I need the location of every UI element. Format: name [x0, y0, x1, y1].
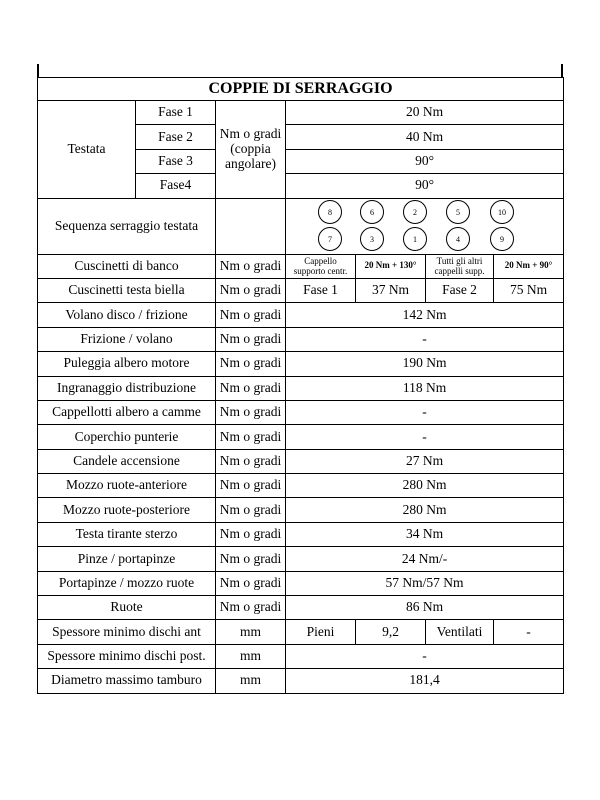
testata-phase-4: Fase4 [136, 174, 216, 198]
row-value: 280 Nm [286, 474, 564, 498]
table-row [38, 498, 564, 522]
table-row [38, 669, 564, 693]
row-unit: Nm o gradi [216, 400, 286, 424]
banco-col4: 20 Nm + 90° [494, 254, 564, 278]
row-unit: Nm o gradi [216, 474, 286, 498]
table-row [38, 303, 564, 327]
dischi-post-unit: mm [216, 644, 286, 668]
testata-unit: Nm o gradi (coppia angolare) [216, 101, 286, 199]
row-label: Puleggia albero motore [38, 352, 216, 376]
table-title: COPPIE DI SERRAGGIO [38, 78, 564, 101]
row-label: Cappellotti albero a camme [38, 400, 216, 424]
table-row [38, 254, 564, 278]
row-unit: Nm o gradi [216, 449, 286, 473]
banco-col1: Cappello supporto centr. [286, 254, 356, 278]
biella-unit: Nm o gradi [216, 278, 286, 302]
dischi-post-label: Spessore minimo dischi post. [38, 644, 216, 668]
table-row [38, 425, 564, 449]
row-value: - [286, 400, 564, 424]
tamburo-label: Diametro massimo tamburo [38, 669, 216, 693]
bolt-number: 10 [497, 208, 506, 218]
table-row [38, 644, 564, 668]
table-row [38, 101, 564, 125]
table-row [38, 571, 564, 595]
page-edge-left [37, 64, 39, 78]
row-value: 280 Nm [286, 498, 564, 522]
torque-table [37, 77, 564, 694]
sequenza-diagram-cell [286, 198, 564, 254]
row-unit: Nm o gradi [216, 303, 286, 327]
row-label: Ingranaggio distribuzione [38, 376, 216, 400]
sequenza-label: Sequenza serraggio testata [38, 198, 216, 254]
bolt-sequence-diagram [290, 199, 560, 253]
banco-col2: 20 Nm + 130° [356, 254, 426, 278]
bolt-number: 9 [499, 235, 504, 245]
testata-value-4: 90° [286, 174, 564, 198]
dischi-ant-col2: 9,2 [356, 620, 426, 644]
table-row [38, 547, 564, 571]
testata-value-1: 20 Nm [286, 101, 564, 125]
row-unit: Nm o gradi [216, 425, 286, 449]
bolt-number: 6 [369, 208, 374, 218]
row-unit: Nm o gradi [216, 327, 286, 351]
testata-phase-3: Fase 3 [136, 149, 216, 173]
dischi-ant-col3: Ventilati [426, 620, 494, 644]
bolt-bottom-row [318, 228, 513, 251]
row-value: 27 Nm [286, 449, 564, 473]
dischi-ant-col4: - [494, 620, 564, 644]
banco-unit: Nm o gradi [216, 254, 286, 278]
table-row [38, 522, 564, 546]
table-row [38, 327, 564, 351]
row-value: - [286, 425, 564, 449]
table-row [38, 352, 564, 376]
tamburo-unit: mm [216, 669, 286, 693]
row-unit: Nm o gradi [216, 522, 286, 546]
testata-label: Testata [38, 101, 136, 199]
row-label: Portapinze / mozzo ruote [38, 571, 216, 595]
dischi-ant-label: Spessore minimo dischi ant [38, 620, 216, 644]
row-label: Testa tirante sterzo [38, 522, 216, 546]
biella-col2: 37 Nm [356, 278, 426, 302]
row-label: Pinze / portapinze [38, 547, 216, 571]
bolt-number: 4 [455, 235, 460, 245]
row-unit: Nm o gradi [216, 547, 286, 571]
banco-label: Cuscinetti di banco [38, 254, 216, 278]
row-unit: Nm o gradi [216, 498, 286, 522]
row-label: Candele accensione [38, 449, 216, 473]
sequenza-unit-empty [216, 198, 286, 254]
table-row [38, 596, 564, 620]
biella-col3: Fase 2 [426, 278, 494, 302]
bolt-number: 5 [455, 208, 460, 218]
row-value: 86 Nm [286, 596, 564, 620]
bolt-top-row [318, 201, 513, 224]
table-row [38, 278, 564, 302]
row-unit: Nm o gradi [216, 352, 286, 376]
row-value: 34 Nm [286, 522, 564, 546]
banco-col3: Tutti gli altri cappelli supp. [426, 254, 494, 278]
dischi-ant-unit: mm [216, 620, 286, 644]
dischi-ant-col1: Pieni [286, 620, 356, 644]
table-row [38, 449, 564, 473]
table-row [38, 474, 564, 498]
biella-col1: Fase 1 [286, 278, 356, 302]
row-label: Frizione / volano [38, 327, 216, 351]
row-value: 190 Nm [286, 352, 564, 376]
row-label: Coperchio punterie [38, 425, 216, 449]
row-label: Ruote [38, 596, 216, 620]
row-value: - [286, 327, 564, 351]
testata-value-3: 90° [286, 149, 564, 173]
table-row [38, 400, 564, 424]
biella-col4: 75 Nm [494, 278, 564, 302]
row-value: 118 Nm [286, 376, 564, 400]
testata-phase-1: Fase 1 [136, 101, 216, 125]
tamburo-value: 181,4 [286, 669, 564, 693]
row-unit: Nm o gradi [216, 571, 286, 595]
bolt-number: 1 [412, 235, 417, 245]
bolt-number: 7 [327, 235, 332, 245]
biella-label: Cuscinetti testa biella [38, 278, 216, 302]
row-label: Volano disco / frizione [38, 303, 216, 327]
row-label: Mozzo ruote-anteriore [38, 474, 216, 498]
row-unit: Nm o gradi [216, 596, 286, 620]
table-row [38, 620, 564, 644]
row-value: 24 Nm/- [286, 547, 564, 571]
dischi-post-value: - [286, 644, 564, 668]
testata-phase-2: Fase 2 [136, 125, 216, 149]
row-value: 142 Nm [286, 303, 564, 327]
testata-value-2: 40 Nm [286, 125, 564, 149]
table-row [38, 198, 564, 254]
row-unit: Nm o gradi [216, 376, 286, 400]
bolt-number: 2 [412, 208, 417, 218]
page-edge-right [561, 64, 563, 78]
bolt-number: 8 [327, 208, 332, 218]
bolt-number: 3 [369, 235, 374, 245]
table-row [38, 376, 564, 400]
row-value: 57 Nm/57 Nm [286, 571, 564, 595]
row-label: Mozzo ruote-posteriore [38, 498, 216, 522]
